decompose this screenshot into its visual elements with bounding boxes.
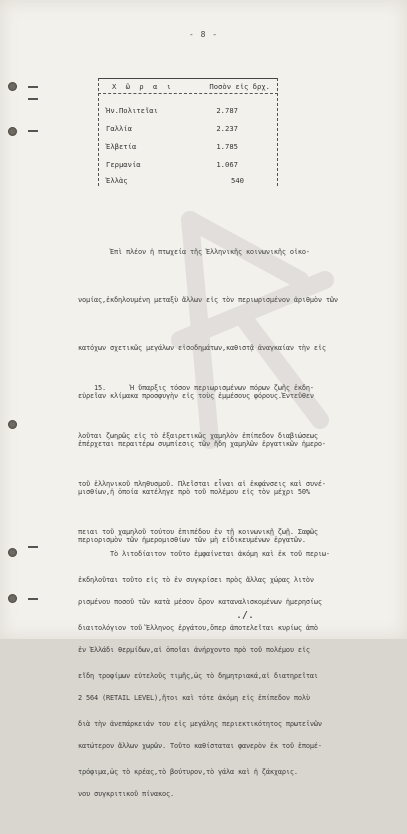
paragraph-3 (78, 514, 378, 834)
text-line: 15. Ἡ ὕπαρξις τόσον περιωρισμένων πόρων ζωῆς ἐκδη- (78, 384, 314, 392)
amount-cell: 1.785 (216, 142, 238, 151)
table-top-rule (98, 78, 278, 79)
text-line: τοῦ ἑλληνικοῦ πληθυσμοῦ. Πλεῖσται εἶναι αἱ ἐκφάνσεις καὶ συνέ- (78, 480, 326, 488)
country-cell: Ἑλβετία (106, 142, 137, 151)
header-amount: Ποσὸν εἰς δρχ. (209, 82, 270, 91)
text-line: μισθίων,ἡ ὁποία κατέληγε πρὸ τοῦ πολέμου εἰς τὸν μέχρι 50% (78, 488, 310, 496)
amount-cell: 2.787 (216, 106, 238, 115)
table-header-rule (98, 93, 278, 94)
text-line: διὰ τὴν ἀνεπάρκειάν του εἰς μεγάλης περιεκτικότητος πρωτεϊνῶν (78, 720, 322, 728)
table-row (98, 106, 278, 116)
text-line: κατώτερον ἄλλων χωρῶν. Τοῦτο καθίσταται φανερὸν ἐκ τοῦ ἑπομέ- (78, 742, 322, 750)
table-row (98, 142, 278, 152)
margin-mark (28, 546, 38, 548)
margin-mark (28, 86, 38, 88)
country-cell: Γαλλία (106, 124, 132, 133)
country-cell: Γερμανία (106, 160, 141, 169)
binder-hole (8, 420, 17, 429)
amount-cell: 540 (231, 176, 244, 185)
amount-cell: 2.237 (216, 124, 238, 133)
text-line: λοῦται ζωηρῶς εἰς τὸ ἐξαιρετικῶς χαμηλὸν ἐπίπεδον διαβιώσεως (78, 432, 318, 440)
text-line: πειαι τοῦ χαμηλοῦ τούτου ἐπιπέδου ἐν τῇ κοινωνικῇ ζωῇ. Σαφῶς (78, 528, 318, 536)
text-line: νου συγκριτικοῦ πίνακος. (78, 790, 174, 798)
text-line: Τὸ λιτοδίαιτον τοῦτο ἐμφαίνεται ἀκόμη καὶ ἐκ τοῦ περιω- (78, 550, 330, 558)
binder-hole (8, 594, 17, 603)
text-line: τρόφιμα,ὡς τὸ κρέας,τὸ βούτυρον,τὸ γάλα καὶ ἡ ζάκχαρις. (78, 768, 298, 776)
text-line: Ἐπὶ πλέον ἡ πτωχεία τῆς Ἑλληνικῆς κοινωνικῆς οἰκο- (78, 248, 310, 256)
text-line: εὐρεῖαν κλίμακα προσφυγὴν εἰς τοὺς ἐμμέσους φόρους.Ἐντεῦθεν (78, 392, 314, 400)
amount-cell: 1.067 (216, 160, 238, 169)
text-line: περιορισμὸν τῶν ἡμερομισθίων τῶν μὴ εἰδικευμένων ἐργατῶν. (78, 536, 306, 544)
binder-hole (8, 548, 17, 557)
text-line: ἐκδηλοῦται τοῦτο εἰς τὸ ἐν συγκρίσει πρὸς ἄλλας χώρας λιτὸν (78, 576, 314, 584)
binder-hole (8, 127, 17, 136)
margin-mark (28, 598, 38, 600)
country-cell: Ἡν.Πολιτεῖαι (106, 106, 158, 115)
text-line: νομίας,ἐκδηλουμένη μεταξὺ ἄλλων εἰς τὸν περιωρισμένον ἀριθμὸν τῶν (78, 296, 338, 304)
country-amount-table (98, 78, 278, 186)
text-line: διαιτολόγιον τοῦ Ἕλληνος ἐργάτου,ὅπερ ἀποτελεῖται κυρίως ἀπὸ (78, 624, 318, 632)
margin-mark (28, 130, 38, 132)
table-row (98, 124, 278, 134)
margin-mark (28, 98, 38, 100)
text-line: ρισμένου ποσοῦ τῶν κατὰ μέσον ὅρον καταναλισκομένων ἡμερησίως (78, 598, 322, 606)
text-line: κατόχων σχετικῶς μεγάλων εἰσοδημάτων,καθιστᾷ ἀναγκαίαν τὴν εἰς (78, 344, 326, 352)
table-row (98, 176, 278, 186)
text-line: εἴδη τροφίμων εὐτελοῦς τιμῆς,ὡς τὸ δημητριακά,αἱ διατηρεῖται (78, 672, 318, 680)
binder-hole (8, 82, 17, 91)
text-line: 2 564 (RETAIL LEVEL),ἤτοι καὶ τότε ἀκόμη εἰς ἐπίπεδον πολὺ (78, 694, 310, 702)
text-line: ἐν Ἑλλάδι θερμίδων,αἱ ὁποῖαι ἀνήρχοντο πρὸ τοῦ πολέμου εἰς (78, 646, 310, 654)
table-header (98, 82, 278, 92)
header-country: Χ ῶ ρ α ι (112, 82, 174, 91)
page-number: - 8 - (188, 30, 219, 39)
end-mark: ./. (236, 610, 255, 621)
text-line: ἐπέρχεται περαιτέρω συμπίεσις τῶν ἤδη χαμηλῶν ἐργατικῶν ἡμερο- (78, 440, 326, 448)
country-cell: Ἑλλὰς (106, 176, 128, 185)
table-row (98, 160, 278, 170)
